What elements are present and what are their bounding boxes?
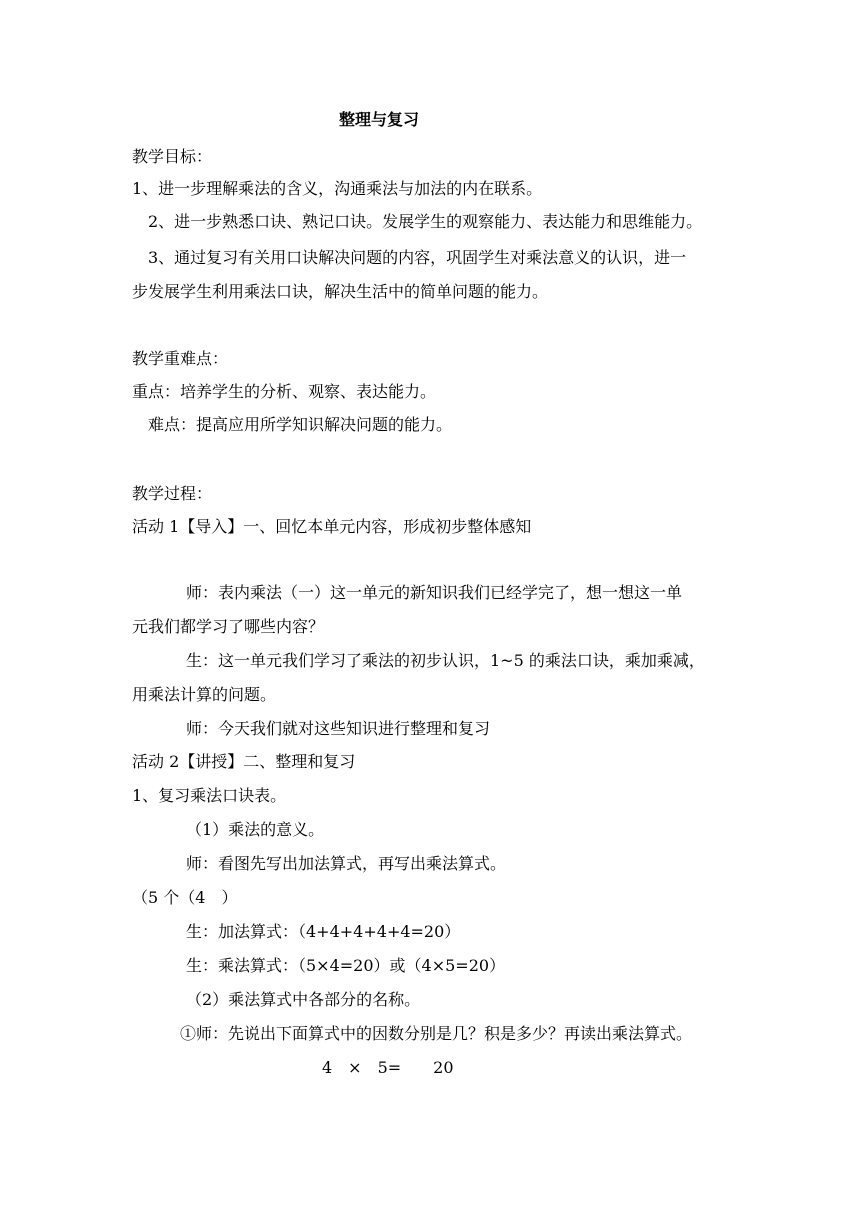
goals-heading: 教学目标： bbox=[132, 147, 213, 166]
goal-1: 1、进一步理解乘法的含义，沟通乘法与加法的内在联系。 bbox=[132, 179, 543, 198]
activity-2-heading: 活动 2【讲授】二、整理和复习 bbox=[132, 752, 356, 771]
key-point: 重点：培养学生的分析、观察、表达能力。 bbox=[132, 382, 437, 401]
goal-3-line-1: 3、通过复习有关用口诀解决问题的内容，巩固学生对乘法意义的认识，进一 bbox=[148, 248, 687, 267]
goal-2: 2、进一步熟悉口诀、熟记口诀。发展学生的观察能力、表达能力和思维能力。 bbox=[148, 212, 703, 231]
goal-3-line-2: 步发展学生利用乘法口诀，解决生活中的简单问题的能力。 bbox=[132, 282, 549, 301]
student-multiplication: 生：乘法算式：（5×4=20）或（4×5=20） bbox=[186, 956, 506, 975]
student-line-1a: 生：这一单元我们学习了乘法的初步认识，1~5 的乘法口诀，乘加乘减， bbox=[186, 651, 705, 670]
sub-item-2: （2）乘法算式中各部分的名称。 bbox=[186, 990, 421, 1009]
difficult-point: 难点：提高应用所学知识解决问题的能力。 bbox=[148, 415, 453, 434]
process-heading: 教学过程： bbox=[132, 484, 213, 503]
document-title: 整理与复习 bbox=[339, 110, 420, 129]
teacher-line-1b: 元我们都学习了哪些内容？ bbox=[132, 617, 325, 636]
sub-item-1: （1）乘法的意义。 bbox=[186, 820, 325, 839]
teacher-line-2: 师：今天我们就对这些知识进行整理和复习 bbox=[186, 719, 491, 738]
equation: 4 × 5= 20 bbox=[322, 1058, 454, 1077]
review-item-1: 1、复习乘法口诀表。 bbox=[132, 786, 287, 805]
teacher-line-1a: 师：表内乘法（一）这一单元的新知识我们已经学完了，想一想这一单 bbox=[186, 583, 683, 602]
student-line-1b: 用乘法计算的问题。 bbox=[132, 685, 277, 704]
teacher-line-4: ①师：先说出下面算式中的因数分别是几？积是多少？再读出乘法算式。 bbox=[180, 1024, 693, 1043]
student-addition: 生：加法算式：（4+4+4+4+4=20） bbox=[186, 922, 461, 941]
key-points-heading: 教学重难点： bbox=[132, 349, 229, 368]
teacher-line-3: 师：看图先写出加法算式，再写出乘法算式。 bbox=[186, 854, 507, 873]
groups-note: （5 个（4 ） bbox=[132, 888, 238, 907]
activity-1-heading: 活动 1【导入】一、回忆本单元内容，形成初步整体感知 bbox=[132, 517, 532, 536]
